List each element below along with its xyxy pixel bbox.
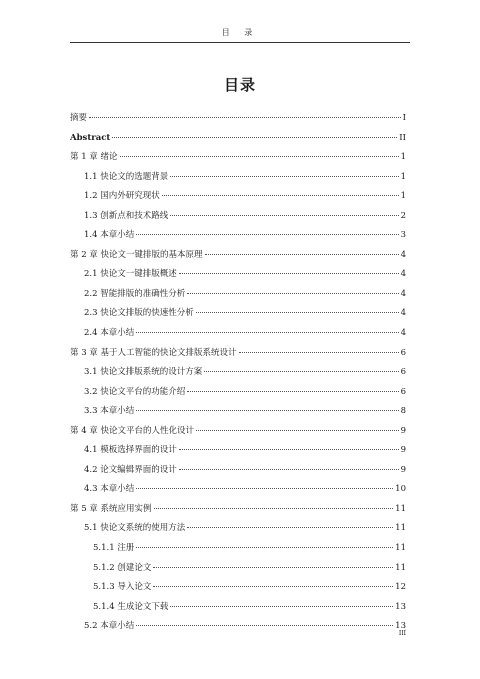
toc-entry-label: 3.1 快论文排版系统的设计方案 [84,367,203,378]
toc-leader-dots [187,390,398,392]
toc-entry-label: 1.1 快论文的选题背景 [84,171,169,182]
toc-entry[interactable] [70,422,406,442]
toc-entry[interactable] [70,480,406,500]
toc-entry-label: 5.1.2 创建论文 [93,562,152,573]
toc-entry[interactable] [70,461,406,481]
toc-entry-page: 9 [400,425,406,436]
toc-leader-dots [187,292,398,294]
toc-entry[interactable] [70,207,406,227]
toc-leader-dots [136,331,398,333]
toc-entry-label: 摘要 [70,113,88,123]
toc-entry[interactable] [70,265,406,285]
toc-entry-page: 4 [400,308,406,319]
toc-entry-page: 8 [400,406,406,417]
toc-entry-page: 9 [400,464,406,475]
toc-entry[interactable] [70,148,406,168]
toc-entry-label: 4.2 论文编辑界面的设计 [84,464,177,475]
toc-entry-label: 3.3 本章小结 [84,406,135,417]
table-of-contents [70,109,406,637]
toc-entry[interactable] [70,109,406,129]
toc-entry[interactable] [70,402,406,422]
toc-entry-label: Abstract [70,132,111,143]
toc-entry-label: 第 2 章 快论文一键排版的基本原理 [70,249,203,260]
toc-entry-page: 3 [400,230,406,241]
toc-leader-dots [170,214,398,216]
toc-entry-page: 12 [395,582,406,593]
toc-entry-label: 5.1.4 生成论文下载 [93,601,169,612]
toc-entry[interactable] [70,304,406,324]
toc-entry[interactable] [70,383,406,403]
toc-entry-label: 5.1.1 注册 [93,543,135,554]
toc-leader-dots [89,116,401,118]
toc-entry-page: 6 [400,367,406,378]
toc-entry-label: 4.1 模板选择界面的设计 [84,445,177,456]
toc-entry[interactable] [70,168,406,188]
toc-entry[interactable] [70,129,406,149]
toc-entry-label: 2.1 快论文一键排版概述 [84,269,177,280]
toc-leader-dots [162,194,399,196]
toc-entry-label: 5.1 快论文系统的使用方法 [84,523,186,534]
toc-leader-dots [136,487,393,489]
toc-entry-page: 4 [400,288,406,299]
toc-entry-label: 2.2 智能排版的准确性分析 [84,288,186,299]
toc-entry[interactable] [70,226,406,246]
toc-entry-label: 第 3 章 基于人工智能的快论文排版系统设计 [70,347,237,358]
toc-entry[interactable] [70,363,406,383]
toc-entry-page: 11 [395,523,406,534]
toc-leader-dots [136,624,393,626]
toc-entry[interactable] [70,246,406,266]
toc-entry-label: 2.3 快论文排版的快速性分析 [84,308,194,319]
toc-entry-label: 4.3 本章小结 [84,484,135,495]
toc-entry-page: 11 [395,503,406,514]
toc-entry-page: 1 [400,152,406,163]
toc-entry-page: II [399,132,406,143]
toc-entry[interactable] [70,441,406,461]
toc-entry-page: 6 [400,386,406,397]
toc-entry[interactable] [70,500,406,520]
toc-leader-dots [205,253,399,255]
toc-entry[interactable] [70,285,406,305]
toc-leader-dots [187,526,393,528]
toc-entry-page: 13 [395,601,406,612]
toc-entry-label: 1.4 本章小结 [84,230,135,241]
toc-entry-page: 13 [395,621,406,632]
toc-leader-dots [112,136,397,138]
toc-entry-page: 2 [400,210,406,221]
toc-entry-label: 3.2 快论文平台的功能介绍 [84,386,186,397]
toc-leader-dots [179,448,399,450]
toc-entry[interactable] [70,578,406,598]
toc-entry[interactable] [70,187,406,207]
toc-entry[interactable] [70,559,406,579]
running-header [70,26,410,43]
toc-entry[interactable] [70,617,406,637]
toc-leader-dots [179,272,399,274]
page-title: 目录 [223,76,256,94]
toc-entry-page: 11 [395,543,406,554]
toc-leader-dots [196,429,399,431]
toc-leader-dots [196,311,399,313]
toc-entry[interactable] [70,598,406,618]
toc-leader-dots [136,233,398,235]
toc-leader-dots [153,566,393,568]
toc-leader-dots [120,155,399,157]
toc-entry-label: 1.3 创新点和技术路线 [84,210,169,221]
toc-entry[interactable] [70,539,406,559]
page-number: III [398,630,406,637]
toc-entry-label: 5.2 本章小结 [84,621,135,632]
toc-entry-page: 10 [395,484,406,495]
toc-entry-label: 第 4 章 快论文平台的人性化设计 [70,425,195,436]
toc-leader-dots [204,370,398,372]
toc-entry-label: 第 5 章 系统应用实例 [70,503,152,514]
toc-entry[interactable] [70,344,406,364]
toc-entry[interactable] [70,324,406,344]
toc-entry-page: 1 [400,171,406,182]
toc-entry-label: 1.2 国内外研究现状 [84,191,160,202]
toc-leader-dots [170,605,393,607]
toc-leader-dots [136,409,398,411]
toc-entry-label: 2.4 本章小结 [84,328,135,339]
toc-entry-page: 4 [400,249,406,260]
toc-leader-dots [170,175,398,177]
toc-leader-dots [179,468,399,470]
toc-leader-dots [239,351,399,353]
toc-entry-page: 1 [400,191,406,202]
toc-entry-page: I [402,113,406,123]
toc-entry-page: 11 [395,562,406,573]
toc-leader-dots [154,507,394,509]
running-header-text: 目 录 [221,28,259,37]
toc-entry-label: 第 1 章 绪论 [70,152,118,163]
toc-entry[interactable] [70,519,406,539]
toc-entry-page: 4 [400,328,406,339]
toc-leader-dots [136,546,393,548]
toc-entry-label: 5.1.3 导入论文 [93,582,152,593]
toc-entry-page: 9 [400,445,406,456]
toc-entry-page: 4 [400,269,406,280]
toc-leader-dots [153,585,393,587]
toc-entry-page: 6 [400,347,406,358]
